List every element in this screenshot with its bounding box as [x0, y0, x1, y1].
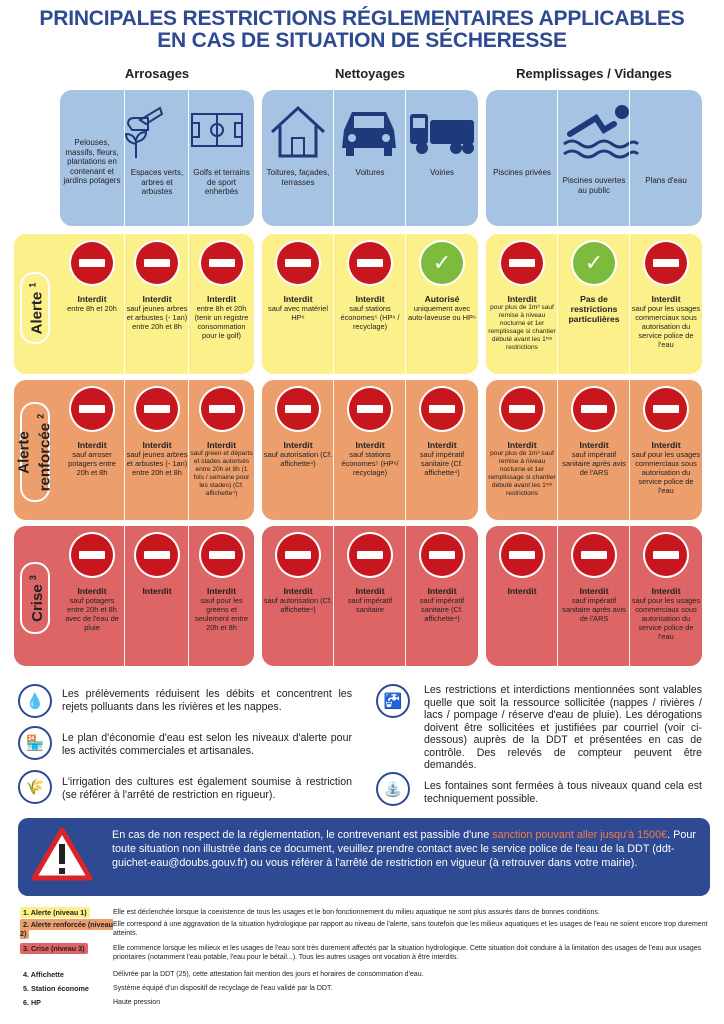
cell-status: Interdit [206, 440, 237, 450]
cell-detail: sauf impératif sanitaire (Cf. affichette⁴) [419, 596, 465, 623]
alerte-cell-1 [61, 242, 123, 313]
legend-text: Elle est déclenchée lorsque la coexistence de tous les usages et le bon fonctionnement du milieu aquatique ne sont plus assurés dans de bonnes conditions. [113, 909, 600, 916]
cell-detail: sauf jeunes arbres et arbustes (- 1an) entre 20h et 8h [126, 450, 188, 477]
car-icon [338, 104, 400, 158]
no-entry-icon [201, 388, 243, 430]
legend-text: Elle commence lorsque les milieux et les usages de l'eau sont très durement affectés par la situation hydrologique. Cette situation doit conduire à la limitation des usages de l'eau aux usages prioritaires (notamment l'eau potable, l'eau pour le bétail...). Tous les autres usages ont vocation à être interdits. [113, 945, 702, 961]
no-entry-icon [349, 388, 391, 430]
water-drops-icon: 💧 [18, 684, 52, 718]
renforcee-cell-9 [631, 388, 701, 495]
column-header-7: Piscines privées [493, 168, 551, 177]
legend-tag: 6. HP [23, 998, 41, 1007]
cell-status: Interdit [507, 586, 537, 596]
irrigation-icon: 🌾 [18, 770, 52, 804]
renforcee-cell-6 [407, 388, 477, 477]
group-remplissages: Remplissages / Vidanges [516, 66, 672, 81]
cell-detail: sauf pour les usages commerciaux sous autorisation du service police de l'eau [631, 450, 701, 495]
cell-status: Interdit [651, 440, 681, 450]
legend-text: Haute pression [113, 999, 161, 1006]
renforcee-cell-4 [263, 388, 333, 468]
no-entry-icon [421, 534, 463, 576]
cell-status: Interdit [206, 294, 237, 304]
cell-status: Interdit [283, 440, 313, 450]
crise-cell-1 [61, 534, 123, 632]
crise-cell-9 [631, 534, 701, 641]
cell-detail: entre 8h et 20h (tenir un registre consommation pour le golf) [194, 304, 249, 340]
no-entry-icon [645, 242, 687, 284]
crise-cell-7 [487, 534, 557, 596]
warning-icon [30, 826, 94, 884]
renforcee-cell-2 [126, 388, 188, 477]
cell-detail: sauf impératif sanitaire après avis de l'ARS [562, 596, 626, 623]
no-entry-icon [71, 242, 113, 284]
separator [557, 90, 558, 666]
legend-row-2 [20, 920, 710, 938]
title-line-2: EN CAS DE SITUATION DE SÉCHERESSE [157, 29, 567, 52]
cell-status: Interdit [142, 586, 172, 596]
renforcee-cell-5 [335, 388, 405, 477]
note-plan-economie: Le plan d'économie d'eau est selon les niveaux d'alerte pour les activités commerciales et artisanales. [62, 732, 352, 757]
crise-cell-6 [407, 534, 477, 623]
legend-text: Système équipé d'un dispositif de recyclage de l'eau validé par la DDT. [113, 985, 333, 992]
cell-status: Interdit [507, 440, 537, 450]
column-header-2: Espaces verts, arbres et arbustes [130, 168, 184, 197]
tap-icon: 🚰 [376, 684, 410, 718]
no-entry-icon [645, 388, 687, 430]
cell-detail: sauf avec matériel HP⁶ [268, 304, 328, 322]
no-entry-icon [501, 242, 543, 284]
note-fontaines: Les fontaines sont fermées à tous niveaux quand cela est techniquement possible. [424, 780, 702, 805]
legend-tag: 3. Crise (niveau 3) [20, 943, 88, 954]
no-entry-icon [136, 388, 178, 430]
column-header-4: Toitures, façades, terrasses [266, 168, 330, 187]
cell-status: Pas de restrictions particulières [568, 294, 620, 324]
column-header-9: Plans d'eau [645, 176, 687, 185]
no-entry-icon [349, 242, 391, 284]
check-icon: ✓ [421, 242, 463, 284]
cell-detail: sauf pour les usages commerciaux sous autorisation du service police de l'eau [631, 304, 701, 349]
cell-detail: sauf impératif sanitaire après avis de l'ARS [562, 450, 626, 477]
cell-detail: pour plus de 1m³ sauf remise à niveau nocturne et 1er remplissage si chantier débuté avant les 1ʳᵉˢ restrictions [488, 304, 556, 351]
cell-status: Interdit [651, 294, 681, 304]
group-arrosages: Arrosages [124, 66, 190, 81]
swimmer-icon [560, 98, 640, 160]
legend-tag: 5. Station économe [23, 984, 89, 993]
shop-icon: 🏪 [18, 726, 52, 760]
separator [188, 90, 189, 666]
no-entry-icon [277, 242, 319, 284]
cell-detail: sauf stations économes⁵ (HP⁶ / recyclage) [340, 304, 400, 331]
separator [405, 90, 406, 666]
group-nettoyages: Nettoyages [334, 66, 406, 81]
legend-tag: 4. Affichette [23, 970, 64, 979]
cell-status: Interdit [427, 440, 457, 450]
cell-status: Interdit [355, 294, 385, 304]
cell-detail: sauf pour les usages commerciaux sous autorisation du service police de l'eau [631, 596, 701, 641]
cell-detail: sauf autorisation (Cf. affichette⁴) [263, 596, 333, 614]
column-header-3: Golfs et terrains de sport enherbés [193, 168, 250, 197]
legend-text: Elle correspond à une aggravation de la situation hydrologique par rapport au niveau de l'alerte, sans toutefois que les milieux aquatiques et les usages de l'eau ne soient encore trop durement atteints. [113, 921, 708, 937]
level-label-alerte: Alerte $^1$ [20, 272, 50, 344]
no-entry-icon [136, 242, 178, 284]
note-prelevements: Les prélèvements réduisent les débits et concentrent les rejets polluants dans les rivières et les nappes. [62, 688, 352, 713]
watering-can-icon [118, 100, 168, 160]
no-entry-icon [573, 534, 615, 576]
cell-status: Interdit [206, 586, 237, 596]
column-header-5: Voitures [355, 168, 385, 177]
renforcee-cell-3 [190, 388, 253, 498]
alerte-cell-8 [559, 242, 629, 324]
fountain-icon: ⛲ [376, 772, 410, 806]
no-entry-icon [71, 388, 113, 430]
house-icon [268, 104, 328, 158]
cell-detail: sauf pour les greens et seulement entre 20h et 8h [195, 596, 248, 632]
no-entry-icon [71, 534, 113, 576]
legend-row-3 [20, 944, 710, 962]
renforcee-cell-7 [487, 388, 557, 498]
renforcee-cell-8 [559, 388, 629, 477]
separator [629, 90, 630, 666]
cell-status: Interdit [355, 440, 385, 450]
alerte-cell-6 [407, 242, 477, 322]
note-restrictions: Les restrictions et interdictions mentionnées sont valables quelle que soit la ressource sollicitée (nappes / rivières / lacs / pompage / réserve d'eau de pluie). Les dérogations doivent être sollicitées et justifiées par courriel (voir ci-dessous) auprès de la DDT et présentées en cas de contrôle. Des relevés de compteur peuvent être demandés. [424, 684, 702, 771]
crise-cell-5 [335, 534, 405, 614]
no-entry-icon [277, 388, 319, 430]
no-entry-icon [277, 534, 319, 576]
column-header-6: Voiries [429, 168, 454, 177]
no-entry-icon [136, 534, 178, 576]
cell-status: Interdit [579, 586, 609, 596]
no-entry-icon [201, 534, 243, 576]
crise-cell-4 [263, 534, 333, 614]
cell-detail: sauf impératif sanitaire [347, 596, 393, 614]
cell-status: Interdit [142, 440, 172, 450]
alerte-cell-4 [263, 242, 333, 322]
title-line-1: PRINCIPALES RESTRICTIONS RÉGLEMENTAIRES APPLICABLES [39, 7, 685, 30]
alerte-cell-3 [190, 242, 253, 340]
crise-cell-3 [190, 534, 253, 632]
no-entry-icon [421, 388, 463, 430]
no-entry-icon [645, 534, 687, 576]
alerte-cell-7 [487, 242, 557, 352]
legend-text: Délivrée par la DDT (25), cette attestation fait mention des jours et horaires de consommation d'eau. [113, 971, 424, 978]
cell-status: Interdit [507, 294, 537, 304]
cell-status: Interdit [579, 440, 609, 450]
cell-detail: sauf potagers entre 20h et 8h avec de l'eau de pluie [65, 596, 119, 632]
cell-detail: uniquement avec auto-laveuse ou HP⁶ [408, 304, 476, 322]
no-entry-icon [201, 242, 243, 284]
cell-status: Interdit [77, 294, 107, 304]
check-icon: ✓ [573, 242, 615, 284]
column-header-1: Pelouses, massifs, fleurs, plantations en contenant et jardins potagers [63, 138, 121, 186]
separator [124, 90, 125, 666]
cell-detail: sauf autorisation (Cf. affichette⁴) [263, 450, 333, 468]
cell-status: Interdit [283, 294, 313, 304]
crise-cell-8 [559, 534, 629, 623]
renforcee-cell-1 [61, 388, 123, 477]
cell-status: Interdit [142, 294, 172, 304]
legend-tag: 2. Alerte renforcée (niveau 2) [20, 920, 114, 938]
legend-row-6 [20, 998, 710, 1007]
alerte-cell-2 [126, 242, 188, 331]
legend-row-4 [20, 970, 710, 979]
crise-cell-2 [126, 534, 188, 596]
column-header-8: Piscines ouvertes au public [562, 176, 626, 195]
alerte-cell-5 [335, 242, 405, 331]
legend-row-1 [20, 908, 710, 917]
cell-status: Interdit [77, 586, 107, 596]
street-sweeper-icon [408, 112, 476, 156]
no-entry-icon [501, 534, 543, 576]
legend-tag: 1. Alerte (niveau 1) [20, 907, 90, 918]
cell-detail: entre 8h et 20h [67, 304, 117, 313]
cell-status: Interdit [427, 586, 457, 596]
no-entry-icon [349, 534, 391, 576]
cell-status: Interdit [77, 440, 107, 450]
sanction-text: En cas de non respect de la réglementation, le contrevenant est passible d'une sanction pouvant aller jusqu'à 1500€. Pour toute situation non illustrée dans ce document, veuillez prendre contact avec le service police de l'eau de la DDT (ddt-guichet-eau@doubs.gouv.fr) ou vous référer à l'arrêté de restriction en vigueur (à retrouver dans votre mairie). [112, 829, 696, 869]
level-label-renforcee: Alerte renforcée $^2$ [20, 402, 50, 502]
sanction-amount: sanction pouvant aller jusqu'à 1500€ [492, 829, 668, 841]
page-title [0, 8, 724, 52]
cell-detail: pour plus de 1m³ sauf remise à niveau nocturne et 1er remplissage si chantier débuté avant les 1ʳᵉˢ restrictions [488, 450, 556, 497]
cell-status: Interdit [355, 586, 385, 596]
cell-detail: sauf impératif sanitaire (Cf. affichette⁴) [419, 450, 465, 477]
legend-row-5 [20, 984, 710, 993]
cell-detail: sauf arroser potagers entre 20h et 8h [68, 450, 116, 477]
level-label-crise: Crise $^3$ [20, 562, 50, 634]
cell-status: Interdit [651, 586, 681, 596]
cell-detail: sauf green et départs et stades autorisés entre 20h et 8h (1 fois / semaine pour les stades) (Cf. affichette⁴) [190, 450, 253, 497]
sports-field-icon [190, 110, 246, 150]
cell-status: Autorisé [424, 294, 460, 304]
no-entry-icon [573, 388, 615, 430]
cell-detail: sauf jeunes arbres et arbustes (- 1an) entre 20h et 8h [126, 304, 188, 331]
cell-detail: sauf stations économes⁵ (HP⁶/ recyclage) [341, 450, 399, 477]
cell-status: Interdit [283, 586, 313, 596]
note-irrigation: L'irrigation des cultures est également soumise à restriction (se référer à l'arrêté de restriction en rigueur). [62, 776, 352, 801]
separator [333, 90, 334, 666]
no-entry-icon [501, 388, 543, 430]
alerte-cell-9 [631, 242, 701, 349]
